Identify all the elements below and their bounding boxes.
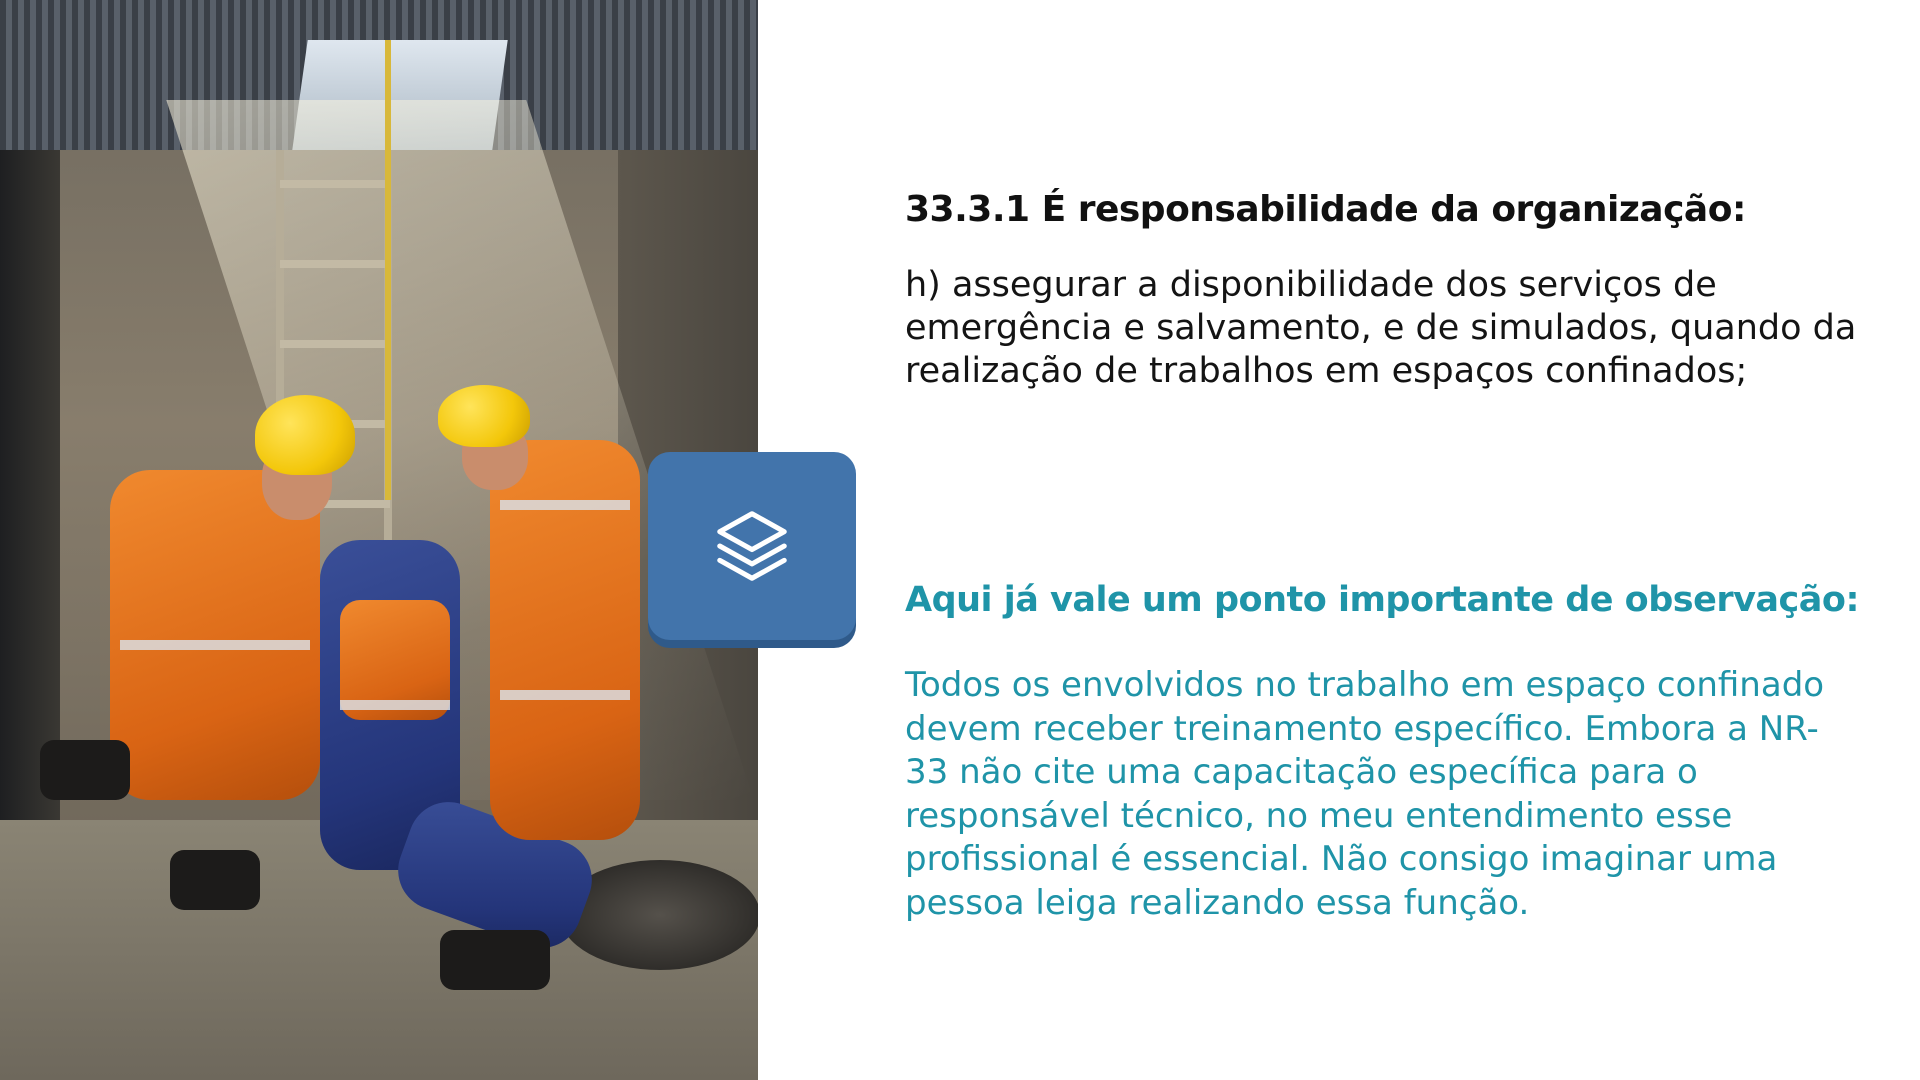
reflective-stripe — [500, 690, 630, 700]
observation-text: Todos os envolvidos no trabalho em espaço confinado devem receber treinamento específico. Embora a NR-33 não cite uma capacitação específica para o responsável técnico, no meu entendimento esse profissional é essencial. Não consigo imaginar uma pessoa leiga realizando essa função. — [905, 665, 1825, 923]
ladder-rung — [280, 180, 390, 188]
boot — [440, 930, 550, 990]
reflective-stripe — [120, 640, 310, 650]
section-heading: 33.3.1 É responsabilidade da organização: — [905, 189, 1746, 230]
ladder-rung — [280, 340, 390, 348]
reflective-stripe — [500, 500, 630, 510]
regulation-text — [905, 180, 1865, 393]
boot — [170, 850, 260, 910]
ladder-rung — [280, 260, 390, 268]
helmet-yellow — [438, 385, 530, 447]
regulation-item-h: h) assegurar a disponibilidade dos serviços de emergência e salvamento, e de simulados, quando da realização de trabalhos em espaços confinados; — [905, 265, 1857, 391]
rescue-rope — [385, 40, 391, 500]
layers-icon — [709, 503, 795, 589]
observation-heading: Aqui já vale um ponto importante de observação: — [905, 580, 1859, 620]
layers-icon-card — [648, 452, 856, 640]
reflective-stripe — [340, 700, 450, 710]
confined-space-rescue-photo — [0, 0, 758, 1080]
boot — [40, 740, 130, 800]
helmet-yellow — [255, 395, 355, 475]
